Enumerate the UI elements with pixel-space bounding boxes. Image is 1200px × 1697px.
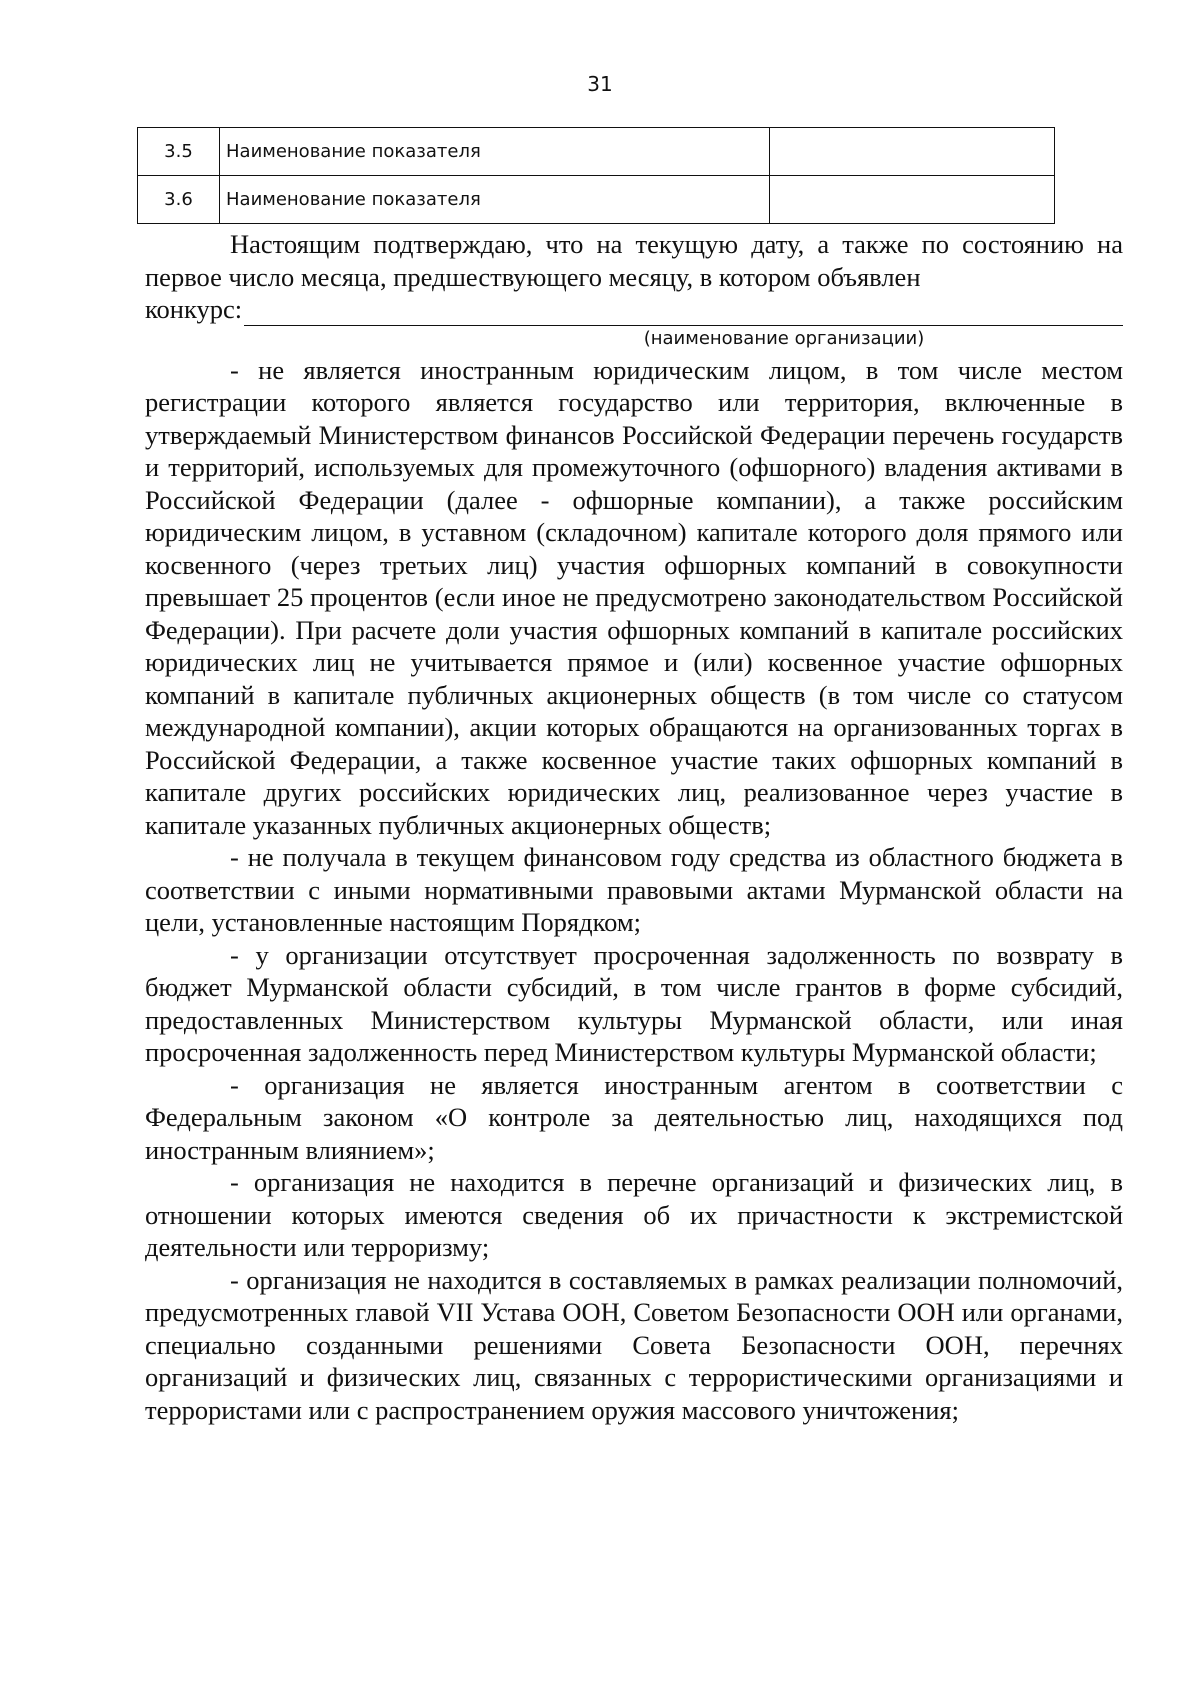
document-body (145, 228, 1123, 1426)
row-number: 3.6 (138, 176, 220, 224)
statement-item: - не является иностранным юридическим лицом, в том числе местом регистрации которого является государство или территория, включенные в утверждаемый Министерством финансов Российской Федерации перечень государств и территорий, используемых для промежуточного (офшорного) владения активами в Российской Федерации (далее - офшорные компании), а также российским юридическим лицом, в уставном (складочном) капитале которого доля прямого или косвенного (через третьих лиц) участия офшорных компаний в совокупности превышает 25 процентов (если иное не предусмотрено законодательством Российской Федерации). При расчете доли участия офшорных компаний в капитале российских юридических лиц не учитывается прямое и (или) косвенное участие офшорных компаний в капитале публичных акционерных обществ (в том числе со статусом международной компании), акции которых обращаются на организованных торгах в Российской Федерации, а также косвенное участие таких офшорных компаний в капитале других российских юридических лиц, реализованное через участие в капитале указанных публичных акционерных обществ; (145, 354, 1123, 840)
indicator-name: Наименование показателя (220, 176, 770, 224)
table-row (138, 128, 1055, 176)
statement-item: - у организации отсутствует просроченная задолженность по возврату в бюджет Мурманской области субсидий, в том числе грантов в форме субсидий, предоставленных Министерством культуры Мурманской области, или иная просроченная задолженность перед Министерством культуры Мурманской области; (145, 939, 1123, 1067)
indicator-value (770, 176, 1055, 224)
indicators-table (137, 127, 1055, 224)
indicator-value (770, 128, 1055, 176)
statement-item: - не получала в текущем финансовом году средства из областного бюджета в соответствии с иными нормативными правовыми актами Мурманской области на цели, установленные настоящим Порядком; (145, 842, 1123, 937)
intro-paragraph: Настоящим подтверждаю, что на текущую дату, а также по состоянию на первое число месяца, предшествующего месяцу, в котором объявлен (145, 229, 1123, 292)
row-number: 3.5 (138, 128, 220, 176)
statement-item: - организация не находится в составляемых в рамках реализации полномочий, предусмотренных главой VII Устава ООН, Советом Безопасности ООН или органами, специально созданными решениями Совета Безопасности ООН, перечнях организаций и физических лиц, связанных с террористическими организациями и террористами или с распространением оружия массового уничтожения; (145, 1264, 1123, 1425)
page-number: 31 (587, 72, 613, 96)
statement-item: - организация не находится в перечне организаций и физических лиц, в отношении которых имеются сведения об их причастности к экстремистской деятельности или терроризму; (145, 1167, 1123, 1262)
organization-hint: (наименование организации) (643, 327, 925, 349)
organization-name-blank (244, 299, 1123, 326)
contest-label: конкурс: (145, 294, 243, 324)
indicator-name: Наименование показателя (220, 128, 770, 176)
table-row (138, 176, 1055, 224)
contest-line (145, 293, 1123, 326)
statement-item: - организация не является иностранным агентом в соответствии с Федеральным законом «О контроле за деятельностью лиц, находящихся под иностранным влиянием»; (145, 1069, 1123, 1165)
